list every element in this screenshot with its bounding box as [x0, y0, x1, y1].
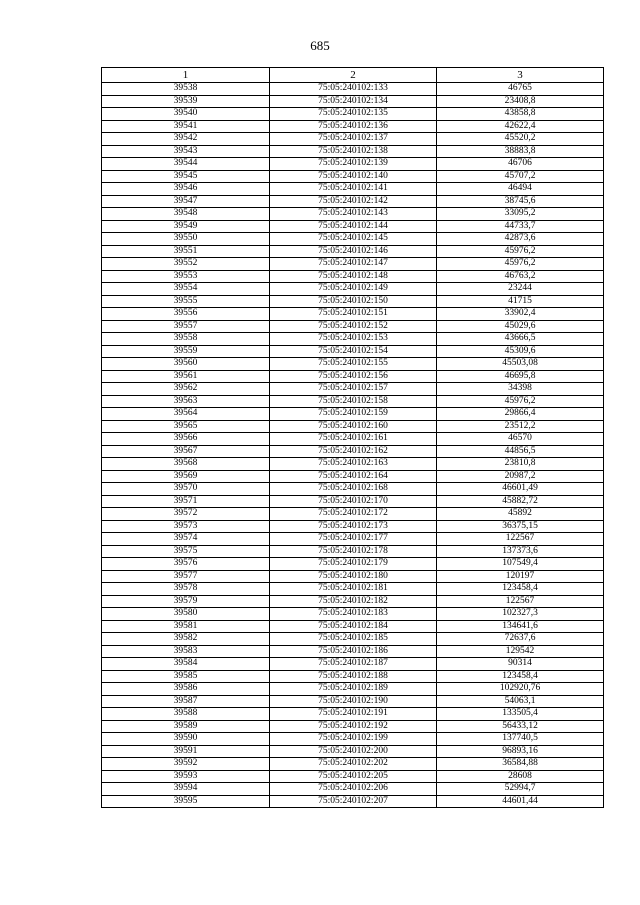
value-cell: 137373,6 — [437, 545, 604, 558]
table-row — [102, 745, 604, 758]
cadastral-number-cell: 75:05:240102:143 — [270, 208, 437, 221]
table-row — [102, 108, 604, 121]
value-cell: 44733,7 — [437, 220, 604, 233]
cadastral-number-cell: 75:05:240102:164 — [270, 470, 437, 483]
table-row — [102, 633, 604, 646]
value-cell: 36584,88 — [437, 758, 604, 771]
row-number-cell: 39581 — [102, 620, 270, 633]
table-row — [102, 270, 604, 283]
row-number-cell: 39555 — [102, 295, 270, 308]
cadastral-number-cell: 75:05:240102:180 — [270, 570, 437, 583]
row-number-cell: 39547 — [102, 195, 270, 208]
table-row — [102, 408, 604, 421]
row-number-cell: 39538 — [102, 83, 270, 96]
value-cell: 56433,12 — [437, 720, 604, 733]
header-row — [102, 68, 604, 83]
value-cell: 46765 — [437, 83, 604, 96]
cadastral-number-cell: 75:05:240102:150 — [270, 295, 437, 308]
row-number-cell: 39553 — [102, 270, 270, 283]
table-row — [102, 583, 604, 596]
table-row — [102, 708, 604, 721]
table-row — [102, 383, 604, 396]
row-number-cell: 39545 — [102, 170, 270, 183]
value-cell: 34398 — [437, 383, 604, 396]
column-header-2: 2 — [270, 68, 437, 83]
value-cell: 96893,16 — [437, 745, 604, 758]
cadastral-number-cell: 75:05:240102:159 — [270, 408, 437, 421]
table-row — [102, 295, 604, 308]
table-row — [102, 95, 604, 108]
row-number-cell: 39591 — [102, 745, 270, 758]
cadastral-number-cell: 75:05:240102:145 — [270, 233, 437, 246]
row-number-cell: 39569 — [102, 470, 270, 483]
row-number-cell: 39585 — [102, 670, 270, 683]
cadastral-number-cell: 75:05:240102:183 — [270, 608, 437, 621]
column-header-1: 1 — [102, 68, 270, 83]
row-number-cell: 39549 — [102, 220, 270, 233]
cadastral-number-cell: 75:05:240102:154 — [270, 345, 437, 358]
cadastral-number-cell: 75:05:240102:142 — [270, 195, 437, 208]
cadastral-number-cell: 75:05:240102:147 — [270, 258, 437, 271]
value-cell: 123458,4 — [437, 670, 604, 683]
row-number-cell: 39559 — [102, 345, 270, 358]
row-number-cell: 39550 — [102, 233, 270, 246]
row-number-cell: 39558 — [102, 333, 270, 346]
row-number-cell: 39594 — [102, 783, 270, 796]
table-row — [102, 170, 604, 183]
cadastral-number-cell: 75:05:240102:146 — [270, 245, 437, 258]
row-number-cell: 39539 — [102, 95, 270, 108]
table-row — [102, 283, 604, 296]
table-row — [102, 195, 604, 208]
row-number-cell: 39587 — [102, 695, 270, 708]
table-row — [102, 783, 604, 796]
table-row — [102, 345, 604, 358]
row-number-cell: 39579 — [102, 595, 270, 608]
cadastral-number-cell: 75:05:240102:188 — [270, 670, 437, 683]
cadastral-number-cell: 75:05:240102:137 — [270, 133, 437, 146]
table-row — [102, 683, 604, 696]
row-number-cell: 39544 — [102, 158, 270, 171]
value-cell: 46494 — [437, 183, 604, 196]
cadastral-number-cell: 75:05:240102:133 — [270, 83, 437, 96]
value-cell: 23244 — [437, 283, 604, 296]
cadastral-number-cell: 75:05:240102:181 — [270, 583, 437, 596]
table-row — [102, 595, 604, 608]
table-row — [102, 608, 604, 621]
value-cell: 102327,3 — [437, 608, 604, 621]
value-cell: 107549,4 — [437, 558, 604, 571]
cadastral-number-cell: 75:05:240102:161 — [270, 433, 437, 446]
table-row — [102, 433, 604, 446]
table-row — [102, 370, 604, 383]
row-number-cell: 39584 — [102, 658, 270, 671]
table-row — [102, 620, 604, 633]
value-cell: 122567 — [437, 595, 604, 608]
row-number-cell: 39565 — [102, 420, 270, 433]
cadastral-number-cell: 75:05:240102:155 — [270, 358, 437, 371]
value-cell: 54063,1 — [437, 695, 604, 708]
table-row — [102, 545, 604, 558]
cadastral-number-cell: 75:05:240102:135 — [270, 108, 437, 121]
value-cell: 123458,4 — [437, 583, 604, 596]
page-number: 685 — [310, 38, 330, 53]
value-cell: 45976,2 — [437, 395, 604, 408]
cadastral-number-cell: 75:05:240102:179 — [270, 558, 437, 571]
value-cell: 44601,44 — [437, 795, 604, 808]
cadastral-number-cell: 75:05:240102:162 — [270, 445, 437, 458]
row-number-cell: 39560 — [102, 358, 270, 371]
row-number-cell: 39586 — [102, 683, 270, 696]
value-cell: 129542 — [437, 645, 604, 658]
value-cell: 33902,4 — [437, 308, 604, 321]
value-cell: 42622,4 — [437, 120, 604, 133]
cadastral-number-cell: 75:05:240102:151 — [270, 308, 437, 321]
cadastral-number-cell: 75:05:240102:192 — [270, 720, 437, 733]
value-cell: 45882,72 — [437, 495, 604, 508]
table-row — [102, 233, 604, 246]
cadastral-number-cell: 75:05:240102:206 — [270, 783, 437, 796]
table-row — [102, 733, 604, 746]
value-cell: 45309,6 — [437, 345, 604, 358]
cadastral-number-cell: 75:05:240102:140 — [270, 170, 437, 183]
table-row — [102, 495, 604, 508]
table-row — [102, 695, 604, 708]
table-row — [102, 133, 604, 146]
value-cell: 46601,49 — [437, 483, 604, 496]
row-number-cell: 39552 — [102, 258, 270, 271]
table-row — [102, 658, 604, 671]
value-cell: 45520,2 — [437, 133, 604, 146]
table-row — [102, 308, 604, 321]
table-row — [102, 158, 604, 171]
value-cell: 45976,2 — [437, 245, 604, 258]
cadastral-number-cell: 75:05:240102:205 — [270, 770, 437, 783]
value-cell: 41715 — [437, 295, 604, 308]
row-number-cell: 39593 — [102, 770, 270, 783]
cadastral-number-cell: 75:05:240102:190 — [270, 695, 437, 708]
row-number-cell: 39571 — [102, 495, 270, 508]
row-number-cell: 39573 — [102, 520, 270, 533]
row-number-cell: 39563 — [102, 395, 270, 408]
row-number-cell: 39595 — [102, 795, 270, 808]
table-row — [102, 145, 604, 158]
cadastral-number-cell: 75:05:240102:134 — [270, 95, 437, 108]
row-number-cell: 39540 — [102, 108, 270, 121]
value-cell: 23810,8 — [437, 458, 604, 471]
cadastral-number-cell: 75:05:240102:160 — [270, 420, 437, 433]
row-number-cell: 39561 — [102, 370, 270, 383]
row-number-cell: 39590 — [102, 733, 270, 746]
table-row — [102, 508, 604, 521]
table-row — [102, 533, 604, 546]
table-row — [102, 358, 604, 371]
row-number-cell: 39582 — [102, 633, 270, 646]
value-cell: 33095,2 — [437, 208, 604, 221]
row-number-cell: 39542 — [102, 133, 270, 146]
value-cell: 122567 — [437, 533, 604, 546]
value-cell: 134641,6 — [437, 620, 604, 633]
table-header — [102, 68, 604, 83]
row-number-cell: 39588 — [102, 708, 270, 721]
row-number-cell: 39567 — [102, 445, 270, 458]
value-cell: 23512,2 — [437, 420, 604, 433]
table-row — [102, 83, 604, 96]
row-number-cell: 39556 — [102, 308, 270, 321]
table-row — [102, 420, 604, 433]
row-number-cell: 39548 — [102, 208, 270, 221]
table-row — [102, 770, 604, 783]
row-number-cell: 39578 — [102, 583, 270, 596]
cadastral-number-cell: 75:05:240102:163 — [270, 458, 437, 471]
row-number-cell: 39543 — [102, 145, 270, 158]
table-row — [102, 120, 604, 133]
cadastral-number-cell: 75:05:240102:186 — [270, 645, 437, 658]
value-cell: 45976,2 — [437, 258, 604, 271]
value-cell: 120197 — [437, 570, 604, 583]
table-row — [102, 333, 604, 346]
row-number-cell: 39576 — [102, 558, 270, 571]
value-cell: 38883,8 — [437, 145, 604, 158]
value-cell: 45707,2 — [437, 170, 604, 183]
table-row — [102, 558, 604, 571]
value-cell: 20987,2 — [437, 470, 604, 483]
table-row — [102, 720, 604, 733]
column-header-3: 3 — [437, 68, 604, 83]
cadastral-number-cell: 75:05:240102:173 — [270, 520, 437, 533]
cadastral-number-cell: 75:05:240102:144 — [270, 220, 437, 233]
cadastral-number-cell: 75:05:240102:177 — [270, 533, 437, 546]
data-table — [101, 67, 604, 808]
table-row — [102, 258, 604, 271]
row-number-cell: 39575 — [102, 545, 270, 558]
row-number-cell: 39577 — [102, 570, 270, 583]
cadastral-number-cell: 75:05:240102:139 — [270, 158, 437, 171]
cadastral-number-cell: 75:05:240102:138 — [270, 145, 437, 158]
table-row — [102, 483, 604, 496]
table-row — [102, 570, 604, 583]
row-number-cell: 39580 — [102, 608, 270, 621]
row-number-cell: 39557 — [102, 320, 270, 333]
value-cell: 45029,6 — [437, 320, 604, 333]
cadastral-number-cell: 75:05:240102:149 — [270, 283, 437, 296]
row-number-cell: 39564 — [102, 408, 270, 421]
cadastral-number-cell: 75:05:240102:152 — [270, 320, 437, 333]
row-number-cell: 39551 — [102, 245, 270, 258]
row-number-cell: 39566 — [102, 433, 270, 446]
cadastral-number-cell: 75:05:240102:153 — [270, 333, 437, 346]
row-number-cell: 39546 — [102, 183, 270, 196]
cadastral-number-cell: 75:05:240102:141 — [270, 183, 437, 196]
row-number-cell: 39562 — [102, 383, 270, 396]
table-row — [102, 670, 604, 683]
cadastral-number-cell: 75:05:240102:157 — [270, 383, 437, 396]
row-number-cell: 39568 — [102, 458, 270, 471]
value-cell: 45503,08 — [437, 358, 604, 371]
table-row — [102, 445, 604, 458]
value-cell: 52994,7 — [437, 783, 604, 796]
table-row — [102, 395, 604, 408]
row-number-cell: 39592 — [102, 758, 270, 771]
value-cell: 43858,8 — [437, 108, 604, 121]
cadastral-number-cell: 75:05:240102:178 — [270, 545, 437, 558]
cadastral-number-cell: 75:05:240102:189 — [270, 683, 437, 696]
row-number-cell: 39570 — [102, 483, 270, 496]
value-cell: 72637,6 — [437, 633, 604, 646]
value-cell: 133505,4 — [437, 708, 604, 721]
cadastral-number-cell: 75:05:240102:185 — [270, 633, 437, 646]
table-row — [102, 795, 604, 808]
row-number-cell: 39572 — [102, 508, 270, 521]
value-cell: 102920,76 — [437, 683, 604, 696]
cadastral-number-cell: 75:05:240102:184 — [270, 620, 437, 633]
value-cell: 29866,4 — [437, 408, 604, 421]
value-cell: 46570 — [437, 433, 604, 446]
table-row — [102, 520, 604, 533]
value-cell: 28608 — [437, 770, 604, 783]
value-cell: 46763,2 — [437, 270, 604, 283]
value-cell: 42873,6 — [437, 233, 604, 246]
table-row — [102, 645, 604, 658]
row-number-cell: 39554 — [102, 283, 270, 296]
row-number-cell: 39589 — [102, 720, 270, 733]
cadastral-number-cell: 75:05:240102:158 — [270, 395, 437, 408]
value-cell: 38745,6 — [437, 195, 604, 208]
cadastral-number-cell: 75:05:240102:199 — [270, 733, 437, 746]
cadastral-number-cell: 75:05:240102:207 — [270, 795, 437, 808]
table-row — [102, 208, 604, 221]
cadastral-number-cell: 75:05:240102:148 — [270, 270, 437, 283]
value-cell: 43666,5 — [437, 333, 604, 346]
table-row — [102, 758, 604, 771]
table-row — [102, 220, 604, 233]
cadastral-number-cell: 75:05:240102:170 — [270, 495, 437, 508]
value-cell: 46706 — [437, 158, 604, 171]
cadastral-number-cell: 75:05:240102:187 — [270, 658, 437, 671]
table-row — [102, 320, 604, 333]
cadastral-number-cell: 75:05:240102:200 — [270, 745, 437, 758]
table-row — [102, 183, 604, 196]
cadastral-number-cell: 75:05:240102:182 — [270, 595, 437, 608]
row-number-cell: 39583 — [102, 645, 270, 658]
cadastral-number-cell: 75:05:240102:136 — [270, 120, 437, 133]
table-row — [102, 458, 604, 471]
cadastral-number-cell: 75:05:240102:168 — [270, 483, 437, 496]
cadastral-number-cell: 75:05:240102:191 — [270, 708, 437, 721]
value-cell: 137740,5 — [437, 733, 604, 746]
row-number-cell: 39574 — [102, 533, 270, 546]
value-cell: 90314 — [437, 658, 604, 671]
cadastral-number-cell: 75:05:240102:172 — [270, 508, 437, 521]
value-cell: 23408,8 — [437, 95, 604, 108]
value-cell: 44856,5 — [437, 445, 604, 458]
table-body — [102, 83, 604, 808]
value-cell: 45892 — [437, 508, 604, 521]
row-number-cell: 39541 — [102, 120, 270, 133]
value-cell: 46695,8 — [437, 370, 604, 383]
value-cell: 36375,15 — [437, 520, 604, 533]
table-row — [102, 245, 604, 258]
cadastral-number-cell: 75:05:240102:202 — [270, 758, 437, 771]
cadastral-number-cell: 75:05:240102:156 — [270, 370, 437, 383]
table-row — [102, 470, 604, 483]
